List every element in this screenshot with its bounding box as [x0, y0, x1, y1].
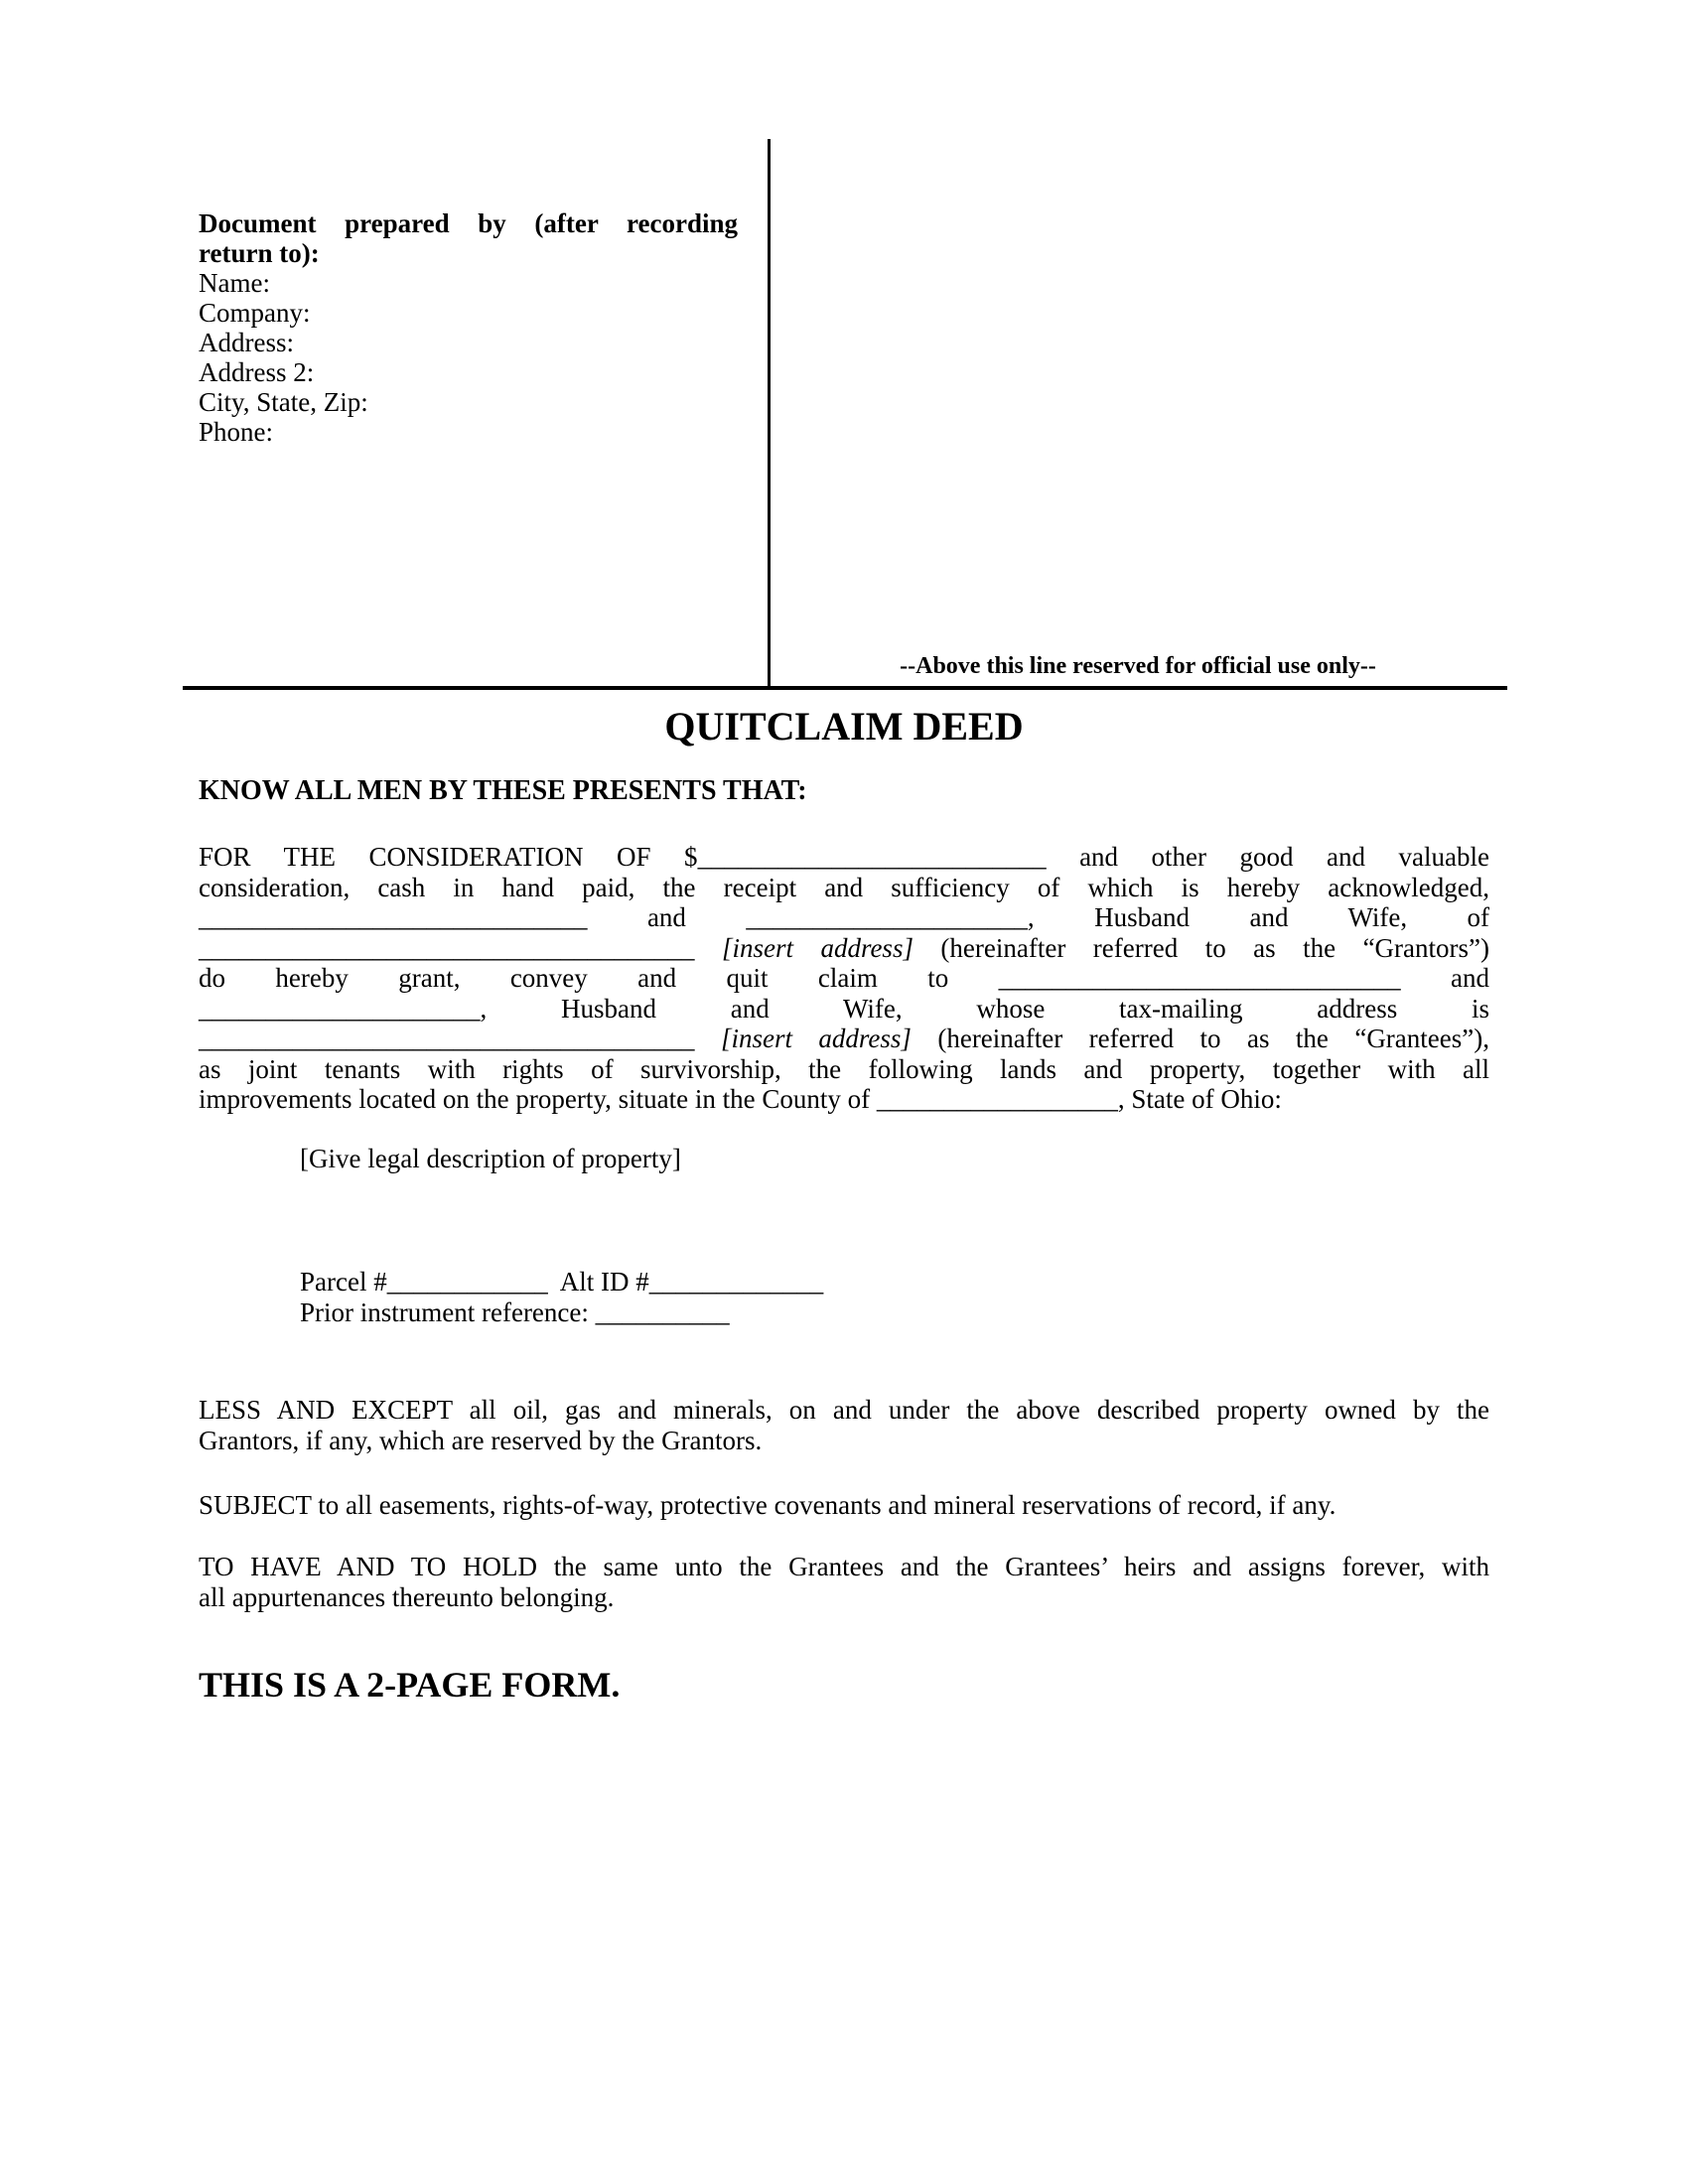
text-line: TO HAVE AND TO HOLD the same unto the Grantees and the Grantees’ heirs and assigns forever, with — [199, 1552, 1489, 1581]
to-have-and-to-hold-paragraph — [199, 1552, 1489, 1612]
text-line: _____________________________ and _____________________, Husband and Wife, of — [199, 902, 1490, 932]
text-line: Company: — [199, 298, 311, 328]
text-line: Parcel #____________ Alt ID #_____________ — [300, 1267, 824, 1297]
blank-field: _____________________________ — [199, 902, 588, 932]
text-line: Name: — [199, 268, 270, 298]
text-line: Address: — [199, 328, 294, 357]
official-use-note: --Above this line reserved for official use only-- — [900, 653, 1376, 679]
text-line: consideration, cash in hand paid, the receipt and sufficiency of which is hereby acknowledged, — [199, 872, 1489, 902]
text-line: Address 2: — [199, 357, 315, 387]
blank-field: _____________________ — [199, 993, 481, 1024]
text-line: City, State, Zip: — [199, 387, 368, 417]
blank-field: __________________ — [876, 1084, 1118, 1114]
blank-field: __________________________ — [697, 842, 1047, 872]
text-line: Phone: — [199, 417, 274, 447]
blank-field: _____________________ — [746, 902, 1028, 932]
text-line: all appurtenances thereunto belonging. — [199, 1581, 615, 1612]
text-line: _____________________________________ [insert address] (hereinafter referred to as the “Grantees”), — [199, 1024, 1489, 1053]
text-line: do hereby grant, convey and quit claim to ______________________________ and — [199, 963, 1490, 993]
text-line: return to): — [199, 238, 320, 268]
horizontal-rule — [183, 686, 1507, 690]
text-line: improvements located on the property, situate in the County of __________________, State of Ohio: — [199, 1084, 1282, 1114]
subject-paragraph — [199, 1490, 1489, 1521]
legal-description-placeholder: [Give legal description of property] — [300, 1144, 681, 1173]
text-line: Document prepared by (after recording — [199, 208, 738, 238]
blank-field: __________ — [595, 1297, 730, 1327]
blank-field: _____________ — [648, 1267, 824, 1297]
text-line: _____________________, Husband and Wife, whose tax-mailing address is — [199, 993, 1489, 1024]
blank-field: ______________________________ — [998, 963, 1401, 993]
prepared-by-block — [199, 208, 738, 447]
blank-field: _____________________________________ — [199, 932, 695, 963]
intro-heading: KNOW ALL MEN BY THESE PRESENTS THAT: — [199, 775, 807, 806]
vertical-divider — [768, 139, 771, 689]
text-line: Grantors, if any, which are reserved by the Grantors. — [199, 1425, 763, 1455]
text-line: FOR THE CONSIDERATION OF $__________________________ and other good and valuable — [199, 842, 1489, 872]
text-line: LESS AND EXCEPT all oil, gas and minerals, on and under the above described property owned by the — [199, 1395, 1489, 1425]
blank-field: ____________ — [386, 1267, 548, 1297]
blank-field: _____________________________________ — [199, 1024, 695, 1053]
two-page-form-note: THIS IS A 2-PAGE FORM. — [199, 1665, 621, 1705]
text-line: as joint tenants with rights of survivorship, the following lands and property, together with all — [199, 1053, 1489, 1084]
text-line: _____________________________________ [insert address] (hereinafter referred to as the “Grantors”) — [199, 932, 1489, 963]
text-line: SUBJECT to all easements, rights-of-way, protective covenants and mineral reservations of record, if any. — [199, 1490, 1336, 1520]
parcel-block — [300, 1267, 1489, 1328]
less-and-except-paragraph — [199, 1395, 1489, 1455]
deed-paragraph — [199, 842, 1489, 1115]
text-line: Prior instrument reference: __________ — [300, 1297, 730, 1327]
document-title: QUITCLAIM DEED — [664, 704, 1024, 749]
